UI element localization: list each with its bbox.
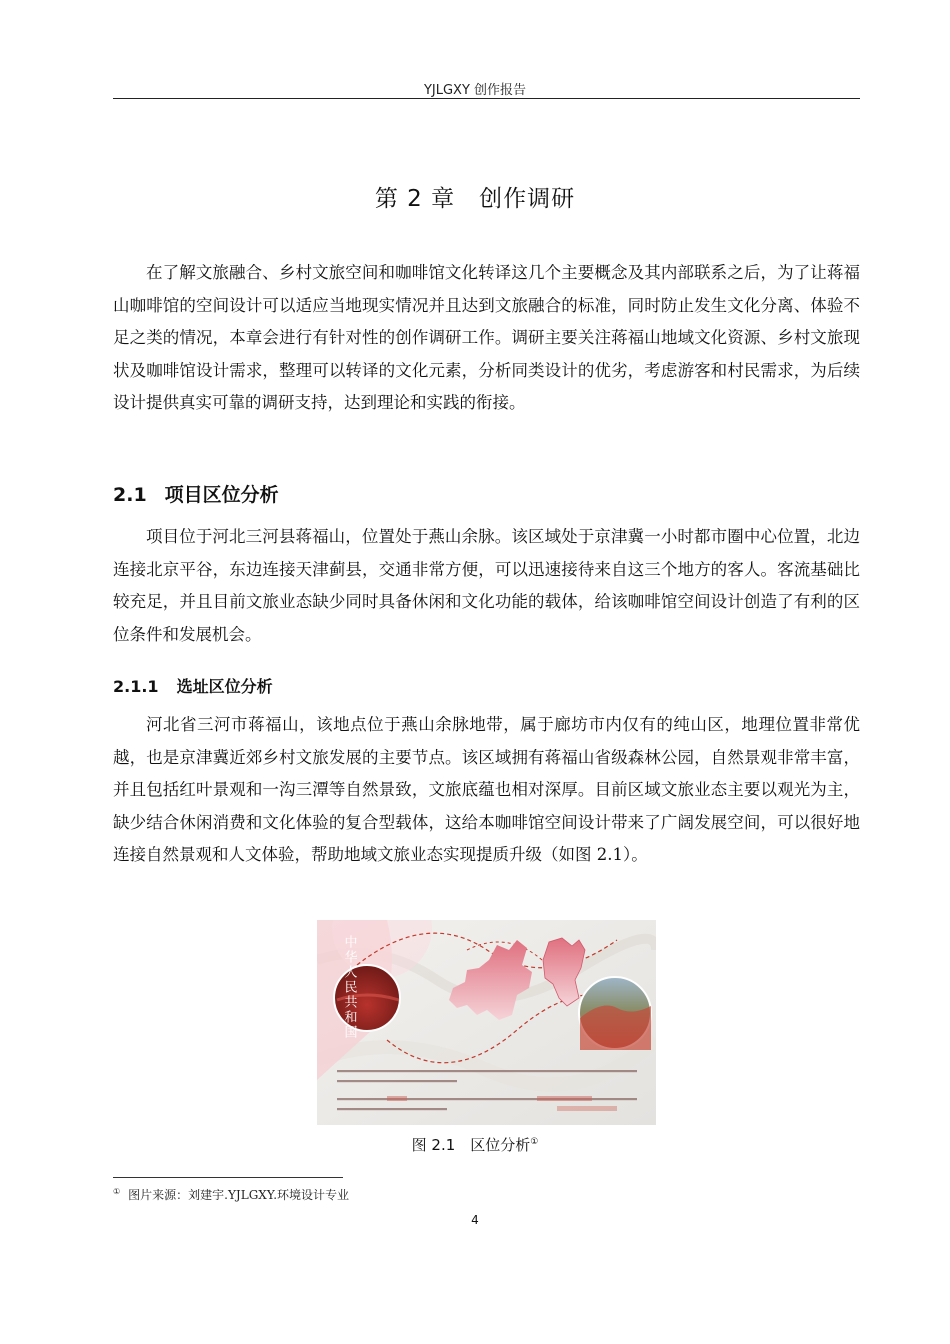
- footnote-reference[interactable]: ①: [530, 1137, 539, 1147]
- figure-vertical-text: 中华人民共和国: [341, 935, 357, 1040]
- footnote-text: 图片来源：刘建宇.YJLGXY.环境设计专业: [128, 1188, 350, 1202]
- footnote-rule: [113, 1177, 343, 1178]
- page-header: YJLGXY 创作报告: [423, 83, 527, 98]
- header-rule: [113, 98, 860, 99]
- subsection-number: 2.1.1: [113, 677, 159, 696]
- section-title: 项目区位分析: [164, 484, 279, 506]
- section-2-1-paragraph: 项目位于河北三河县蒋福山，位置处于燕山余脉。该区域处于京津冀一小时都市圈中心位置，北边连接北京平谷，东边连接天津蓟县，交通非常方便，可以迅速接待来自这三个地方的客人。客流基础比较充足，并且目前文旅业态缺少同时具备休闲和文化功能的载体，给该咖啡馆空间设计创造了有利的区位条件和发展机会。: [113, 527, 860, 644]
- chapter-title: 第 2 章 创作调研: [374, 186, 576, 212]
- figure-caption-text: 图 2.1 区位分析: [411, 1136, 531, 1154]
- section-heading-2-1-1: [113, 674, 273, 697]
- location-analysis-figure: [317, 920, 656, 1125]
- subsection-title: 选址区位分析: [176, 677, 273, 696]
- intro-paragraph: 在了解文旅融合、乡村文旅空间和咖啡馆文化转译这几个主要概念及其内部联系之后，为了让蒋福山咖啡馆的空间设计可以适应当地现实情况并且达到文旅融合的标准，同时防止发生文化分离、体验不足之类的情况，本章会进行有针对性的创作调研工作。调研主要关注蒋福山地域文化资源、乡村文旅现状及咖啡馆设计需求，整理可以转译的文化元素，分析同类设计的优劣，考虑游客和村民需求，为后续设计提供真实可靠的调研支持，达到理论和实践的衔接。: [113, 263, 860, 412]
- footnote-mark: ①: [113, 1187, 121, 1196]
- section-number: 2.1: [113, 484, 147, 506]
- figure-graphic: [317, 920, 656, 1125]
- page-number: 4: [471, 1213, 479, 1227]
- section-heading-2-1: [113, 480, 279, 507]
- section-2-1-1-paragraph: 河北省三河市蒋福山，该地点位于燕山余脉地带，属于廊坊市内仅有的纯山区，地理位置非常优越，也是京津冀近郊乡村文旅发展的主要节点。该区域拥有蒋福山省级森林公园，自然景观非常丰富，并且包括红叶景观和一沟三潭等自然景致，文旅底蕴也相对深厚。目前区域文旅业态主要以观光为主，缺少结合休闲消费和文化体验的复合型载体，这给本咖啡馆空间设计带来了广阔发展空间，可以很好地连接自然景观和人文体验，帮助地域文旅业态实现提质升级（如图 2.1）。: [113, 715, 860, 864]
- figure-caption: [0, 1134, 950, 1155]
- footnote: [113, 1186, 349, 1203]
